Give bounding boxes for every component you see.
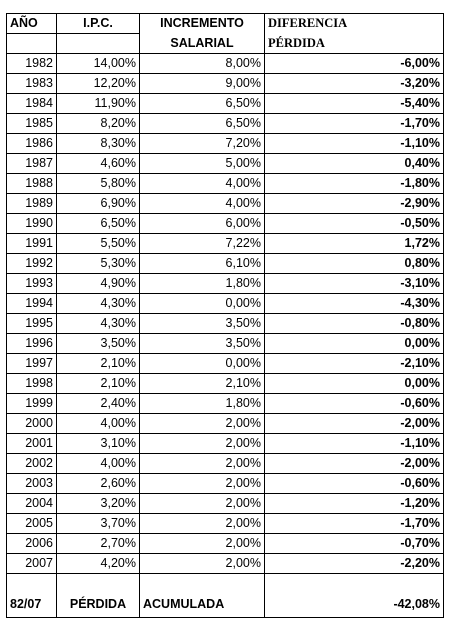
difference-cell: 0,00%: [265, 374, 444, 394]
increment-cell: 0,00%: [140, 294, 265, 314]
difference-cell: -6,00%: [265, 54, 444, 74]
table-row: [7, 74, 444, 94]
year-cell: 1986: [7, 134, 57, 154]
increment-cell: 6,50%: [140, 114, 265, 134]
year-cell: 2004: [7, 494, 57, 514]
ipc-cell: 4,60%: [57, 154, 140, 174]
table-row: [7, 234, 444, 254]
increment-cell: 9,00%: [140, 74, 265, 94]
increment-cell: 0,00%: [140, 354, 265, 374]
total-label-perdida: PÉRDIDA: [57, 592, 140, 618]
difference-cell: -0,50%: [265, 214, 444, 234]
difference-cell: 0,80%: [265, 254, 444, 274]
year-cell: 1990: [7, 214, 57, 234]
ipc-cell: 2,10%: [57, 374, 140, 394]
year-cell: 1982: [7, 54, 57, 74]
total-period: 82/07: [7, 592, 57, 618]
table-row: [7, 414, 444, 434]
ipc-cell: 4,90%: [57, 274, 140, 294]
increment-cell: 5,00%: [140, 154, 265, 174]
increment-cell: 3,50%: [140, 334, 265, 354]
increment-cell: 4,00%: [140, 174, 265, 194]
difference-cell: -2,20%: [265, 554, 444, 574]
difference-cell: 1,72%: [265, 234, 444, 254]
difference-cell: -5,40%: [265, 94, 444, 114]
increment-cell: 4,00%: [140, 194, 265, 214]
table-row: [7, 514, 444, 534]
year-cell: 1983: [7, 74, 57, 94]
header-salarial: SALARIAL: [140, 34, 265, 54]
increment-cell: 7,20%: [140, 134, 265, 154]
year-cell: 2006: [7, 534, 57, 554]
header-ipc: I.P.C.: [57, 14, 140, 34]
increment-cell: 2,00%: [140, 514, 265, 534]
table-row: [7, 254, 444, 274]
total-value: -42,08%: [265, 592, 444, 618]
difference-cell: -3,10%: [265, 274, 444, 294]
difference-cell: -0,70%: [265, 534, 444, 554]
table-row: [7, 454, 444, 474]
increment-cell: 2,00%: [140, 554, 265, 574]
year-cell: 1999: [7, 394, 57, 414]
table-row: [7, 334, 444, 354]
spacer-cell: [265, 574, 444, 592]
ipc-cell: 12,20%: [57, 74, 140, 94]
year-cell: 1998: [7, 374, 57, 394]
increment-cell: 2,00%: [140, 494, 265, 514]
spacer-row: [7, 574, 444, 592]
ipc-cell: 2,40%: [57, 394, 140, 414]
ipc-cell: 5,30%: [57, 254, 140, 274]
increment-cell: 2,00%: [140, 454, 265, 474]
total-row: [7, 592, 444, 618]
ipc-cell: 3,20%: [57, 494, 140, 514]
increment-cell: 1,80%: [140, 394, 265, 414]
ipc-cell: 5,50%: [57, 234, 140, 254]
difference-cell: -0,80%: [265, 314, 444, 334]
table-row: [7, 94, 444, 114]
table-row: [7, 214, 444, 234]
header-perdida: PÉRDIDA: [265, 34, 444, 54]
header-increment: INCREMENTO: [140, 14, 265, 34]
table-row: [7, 314, 444, 334]
year-cell: 2005: [7, 514, 57, 534]
year-cell: 2001: [7, 434, 57, 454]
spacer-cell: [57, 574, 140, 592]
year-cell: 2003: [7, 474, 57, 494]
table-row: [7, 194, 444, 214]
ipc-cell: 5,80%: [57, 174, 140, 194]
increment-cell: 1,80%: [140, 274, 265, 294]
ipc-cell: 8,30%: [57, 134, 140, 154]
header-row-1: [7, 14, 444, 34]
difference-cell: -1,70%: [265, 514, 444, 534]
year-cell: 1997: [7, 354, 57, 374]
difference-cell: -4,30%: [265, 294, 444, 314]
table-row: [7, 54, 444, 74]
year-cell: 1994: [7, 294, 57, 314]
difference-cell: -2,10%: [265, 354, 444, 374]
year-cell: 1992: [7, 254, 57, 274]
year-cell: 2007: [7, 554, 57, 574]
difference-cell: 0,00%: [265, 334, 444, 354]
ipc-cell: 3,50%: [57, 334, 140, 354]
header-year-blank: [7, 34, 57, 54]
year-cell: 1996: [7, 334, 57, 354]
table-row: [7, 474, 444, 494]
table-row: [7, 354, 444, 374]
difference-cell: -1,70%: [265, 114, 444, 134]
ipc-cell: 8,20%: [57, 114, 140, 134]
increment-cell: 2,10%: [140, 374, 265, 394]
year-cell: 1985: [7, 114, 57, 134]
ipc-cell: 6,90%: [57, 194, 140, 214]
ipc-cell: 2,70%: [57, 534, 140, 554]
table-row: [7, 294, 444, 314]
year-cell: 1984: [7, 94, 57, 114]
ipc-cell: 3,10%: [57, 434, 140, 454]
ipc-cell: 3,70%: [57, 514, 140, 534]
ipc-cell: 4,00%: [57, 414, 140, 434]
increment-cell: 6,50%: [140, 94, 265, 114]
difference-cell: -1,20%: [265, 494, 444, 514]
difference-cell: -2,00%: [265, 414, 444, 434]
difference-cell: -2,00%: [265, 454, 444, 474]
ipc-cell: 14,00%: [57, 54, 140, 74]
increment-cell: 2,00%: [140, 474, 265, 494]
header-difference: DIFERENCIA: [265, 14, 444, 34]
ipc-cell: 4,30%: [57, 294, 140, 314]
spacer-cell: [140, 574, 265, 592]
ipc-salary-table-sheet: [6, 13, 444, 618]
ipc-cell: 2,10%: [57, 354, 140, 374]
header-ipc-blank: [57, 34, 140, 54]
ipc-cell: 2,60%: [57, 474, 140, 494]
table-row: [7, 374, 444, 394]
difference-cell: -1,10%: [265, 434, 444, 454]
table-row: [7, 114, 444, 134]
difference-cell: -1,80%: [265, 174, 444, 194]
increment-cell: 2,00%: [140, 534, 265, 554]
table-row: [7, 174, 444, 194]
ipc-cell: 6,50%: [57, 214, 140, 234]
table-row: [7, 394, 444, 414]
ipc-cell: 11,90%: [57, 94, 140, 114]
increment-cell: 6,10%: [140, 254, 265, 274]
year-cell: 2002: [7, 454, 57, 474]
increment-cell: 7,22%: [140, 234, 265, 254]
difference-cell: -1,10%: [265, 134, 444, 154]
difference-cell: -3,20%: [265, 74, 444, 94]
year-cell: 1989: [7, 194, 57, 214]
ipc-cell: 4,30%: [57, 314, 140, 334]
table-row: [7, 154, 444, 174]
spacer-cell: [7, 574, 57, 592]
year-cell: 1991: [7, 234, 57, 254]
ipc-cell: 4,00%: [57, 454, 140, 474]
table-row: [7, 494, 444, 514]
year-cell: 1993: [7, 274, 57, 294]
ipc-salary-table: [6, 13, 444, 618]
difference-cell: -0,60%: [265, 394, 444, 414]
header-year: AÑO: [7, 14, 57, 34]
increment-cell: 3,50%: [140, 314, 265, 334]
year-cell: 1995: [7, 314, 57, 334]
increment-cell: 6,00%: [140, 214, 265, 234]
year-cell: 1987: [7, 154, 57, 174]
difference-cell: 0,40%: [265, 154, 444, 174]
increment-cell: 8,00%: [140, 54, 265, 74]
table-row: [7, 434, 444, 454]
difference-cell: -2,90%: [265, 194, 444, 214]
total-label-acumulada: ACUMULADA: [140, 592, 265, 618]
year-cell: 2000: [7, 414, 57, 434]
table-row: [7, 534, 444, 554]
increment-cell: 2,00%: [140, 414, 265, 434]
header-row-2: [7, 34, 444, 54]
table-row: [7, 134, 444, 154]
table-row: [7, 274, 444, 294]
table-row: [7, 554, 444, 574]
year-cell: 1988: [7, 174, 57, 194]
ipc-cell: 4,20%: [57, 554, 140, 574]
increment-cell: 2,00%: [140, 434, 265, 454]
difference-cell: -0,60%: [265, 474, 444, 494]
